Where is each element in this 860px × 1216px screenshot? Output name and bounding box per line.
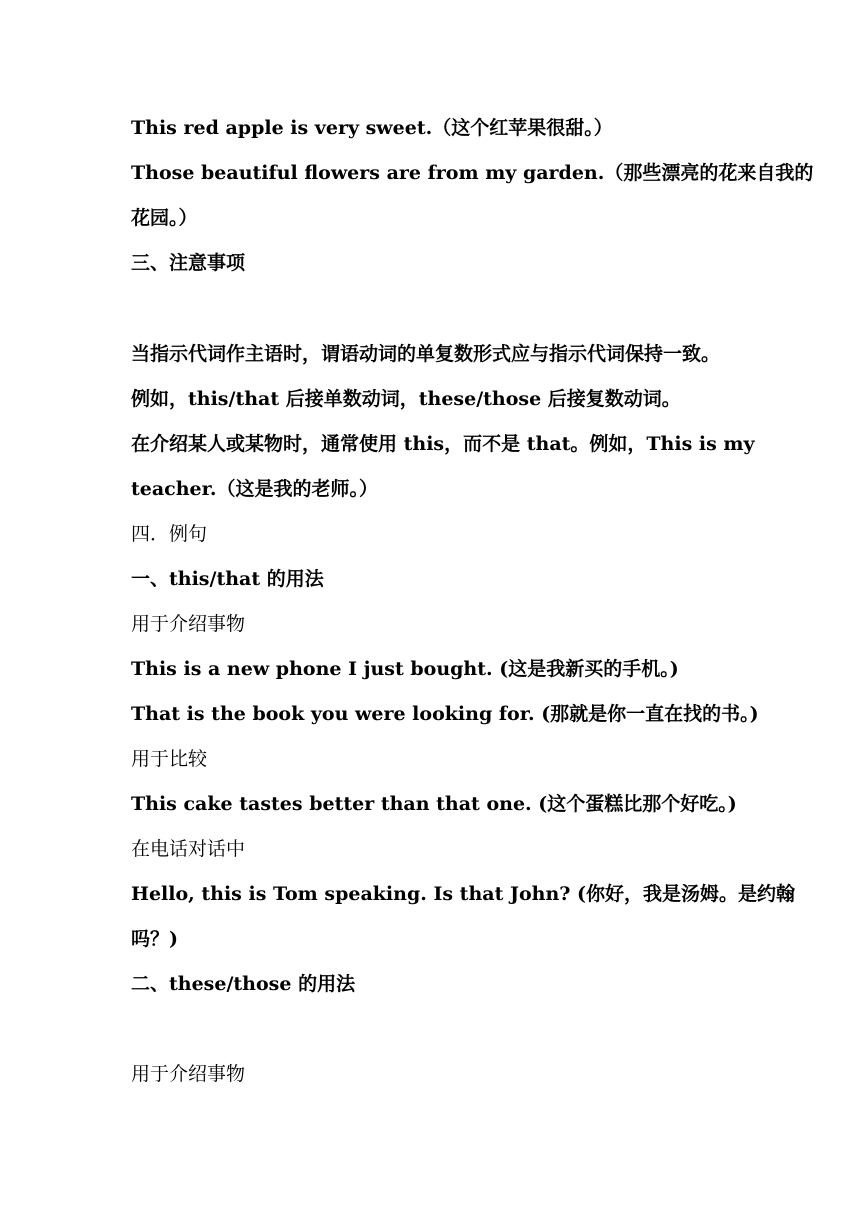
example-sentence-book: That is the book you were looking for. (那就是你一直在找的书。)	[131, 703, 759, 725]
usage-label-comparison: 用于比较	[131, 748, 208, 770]
note-subject-verb-agreement: 当指示代词作主语时，谓语动词的单复数形式应与指示代词保持一致。	[131, 343, 721, 365]
subheading-this-that-usage: 一、this/that 的用法	[131, 568, 324, 590]
example-sentence-flowers-continued: 花园。）	[131, 207, 198, 229]
example-sentence-cake: This cake tastes better than that one. (这个蛋糕比那个好吃。)	[131, 793, 737, 815]
note-verb-forms: 例如，this/that 后接单数动词，these/those 后接复数动词。	[131, 388, 681, 410]
subheading-these-those-usage: 二、these/those 的用法	[131, 973, 356, 995]
usage-label-introducing-things-2: 用于介绍事物	[131, 1063, 246, 1085]
example-sentence-flowers: Those beautiful flowers are from my garden.（那些漂亮的花来自我的	[131, 162, 814, 184]
example-sentence-phone-call-continued: 吗？)	[131, 928, 178, 950]
example-sentence-new-phone: This is a new phone I just bought. (这是我新买的手机。)	[131, 658, 679, 680]
section-heading-examples: 四．例句	[131, 523, 208, 545]
example-sentence-red-apple: This red apple is very sweet.（这个红苹果很甜。）	[131, 117, 613, 139]
example-sentence-phone-call: Hello, this is Tom speaking. Is that John? (你好，我是汤姆。是约翰	[131, 883, 795, 905]
section-heading-notes: 三、注意事项	[131, 252, 246, 274]
note-introduction-usage: 在介绍某人或某物时，通常使用 this，而不是 that。例如，This is my	[131, 433, 755, 455]
note-introduction-usage-continued: teacher.（这是我的老师。）	[131, 478, 379, 500]
usage-label-introducing-things: 用于介绍事物	[131, 613, 246, 635]
usage-label-phone-conversation: 在电话对话中	[131, 838, 246, 860]
